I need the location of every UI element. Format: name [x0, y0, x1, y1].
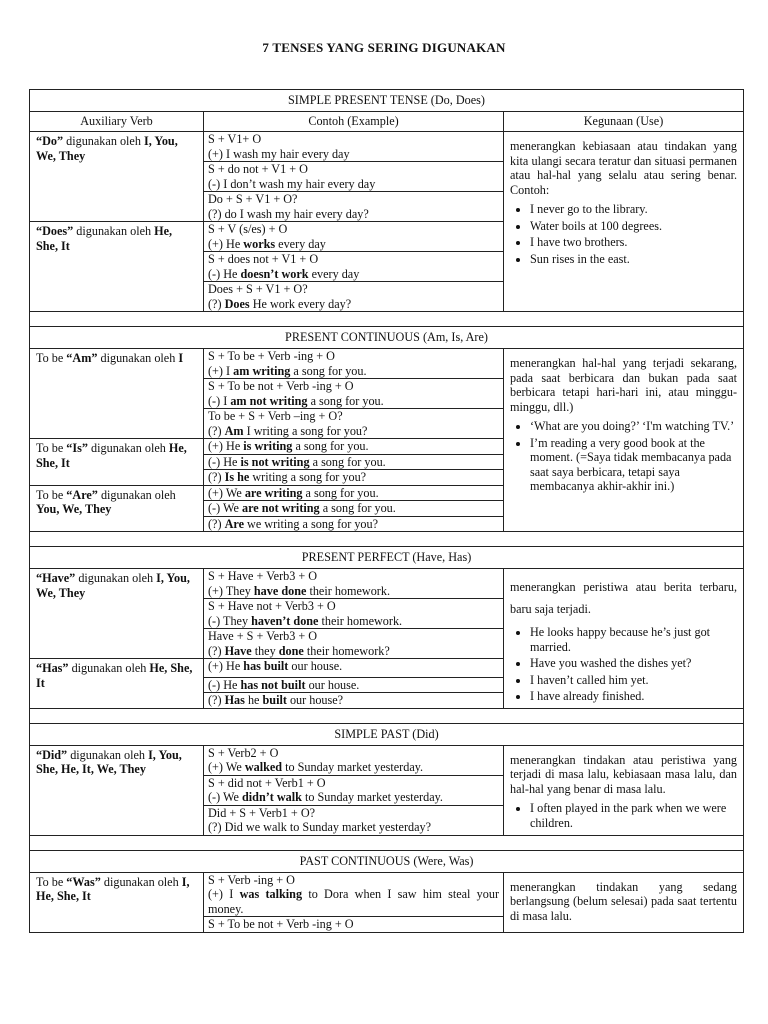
- use-cell: menerangkan tindakan atau peristiwa yang terjadi di masa lalu, kebiasaan masa lalu, dan hal-hal yang benar di masa lalu. • I often played in the park when we were children.: [504, 745, 744, 835]
- example-cell: (?) Is he writing a song for you?: [204, 470, 504, 486]
- example-cell: Does + S + V1 + O? (?) Does He work every day?: [204, 282, 504, 312]
- list-item: • Sun rises in the east.: [530, 252, 737, 267]
- example-cell: Do + S + V1 + O? (?) do I wash my hair every day?: [204, 192, 504, 222]
- section-heading-present-perfect: PRESENT PERFECT (Have, Has): [30, 547, 744, 569]
- example-cell: (?) Are we writing a song for you?: [204, 516, 504, 532]
- list-item: • Have you washed the dishes yet?: [530, 656, 737, 671]
- column-header-example: Contoh (Example): [204, 112, 504, 132]
- example-cell: (-) He is not writing a song for you.: [204, 454, 504, 470]
- example-cell: S + does not + V1 + O (-) He doesn’t work every day: [204, 252, 504, 282]
- example-cell: Have + S + Verb3 + O (?) Have they done their homework?: [204, 629, 504, 659]
- aux-cell: To be “Is” digunakan oleh He, She, It: [30, 439, 204, 486]
- use-cell: menerangkan hal-hal yang terjadi sekarang, pada saat berbicara dan bukan pada saat berbicara tetapi hari-hari ini, atau minggu-minggu, dll.) • ‘What are you doing?’ ‘I'm watching TV.’ • I’m reading a very good book at the moment. (=Saya tidak membacanya pada saat saya berbicara, tetapi saya membacanya akhir-akhir ini.): [504, 349, 744, 532]
- use-cell: menerangkan peristiwa atau berita terbaru, baru saja terjadi. • He looks happy because he’s just got married. • Have you washed the dishes yet? • I haven’t called him yet. • I have already finished.: [504, 569, 744, 709]
- example-cell: To be + S + Verb –ing + O? (?) Am I writing a song for you?: [204, 409, 504, 439]
- section-heading-present-continuous: PRESENT CONTINUOUS (Am, Is, Are): [30, 327, 744, 349]
- aux-cell: “Does” digunakan oleh He, She, It: [30, 222, 204, 312]
- example-cell: Did + S + Verb1 + O? (?) Did we walk to Sunday market yesterday?: [204, 805, 504, 835]
- column-header-use: Kegunaan (Use): [504, 112, 744, 132]
- tenses-table: [29, 89, 744, 933]
- list-item: • I haven’t called him yet.: [530, 673, 737, 688]
- list-item: • I never go to the library.: [530, 202, 737, 217]
- aux-cell: “Has” digunakan oleh He, She, It: [30, 659, 204, 709]
- example-cell: (?) Has he built our house?: [204, 693, 504, 709]
- list-item: • I have already finished.: [530, 689, 737, 704]
- use-cell: menerangkan kebiasaan atau tindakan yang kita ulangi secara teratur dan situasi permanen atau hal-hal yang selalu atau sering benar. Contoh: • I never go to the library. • Water boils at 100 degrees. • I have two brothers. • Sun rises in the east.: [504, 132, 744, 312]
- section-heading-simple-past: SIMPLE PAST (Did): [30, 723, 744, 745]
- aux-cell: “Did” digunakan oleh I, You, She, He, It, We, They: [30, 745, 204, 835]
- list-item: • I’m reading a very good book at the moment. (=Saya tidak membacanya pada saat saya berbicara, tetapi saya membacanya akhir-akhir ini.): [530, 436, 737, 494]
- list-item: • I often played in the park when we were children.: [530, 801, 737, 830]
- example-cell: S + Verb2 + O (+) We walked to Sunday market yesterday.: [204, 745, 504, 775]
- example-cell: S + To be not + Verb -ing + O (-) I am not writing a song for you.: [204, 379, 504, 409]
- spacer-row: [30, 835, 744, 850]
- spacer-row: [30, 312, 744, 327]
- example-cell: S + do not + V1 + O (-) I don’t wash my hair every day: [204, 162, 504, 192]
- use-cell: menerangkan tindakan yang sedang berlangsung (belum selesai) pada saat tertentu di masa lalu.: [504, 872, 744, 932]
- example-cell: S + Have not + Verb3 + O (-) They haven’t done their homework.: [204, 599, 504, 629]
- list-item: • Water boils at 100 degrees.: [530, 219, 737, 234]
- aux-cell: “Do” digunakan oleh I, You, We, They: [30, 132, 204, 222]
- example-cell: S + Have + Verb3 + O (+) They have done their homework.: [204, 569, 504, 599]
- section-heading-simple-present: SIMPLE PRESENT TENSE (Do, Does): [30, 90, 744, 112]
- example-cell: (+) We are writing a song for you.: [204, 485, 504, 501]
- spacer-row: [30, 708, 744, 723]
- spacer-row: [30, 532, 744, 547]
- column-header-aux: Auxiliary Verb: [30, 112, 204, 132]
- example-cell: (+) He has built our house.: [204, 659, 504, 678]
- example-cell: S + V (s/es) + O (+) He works every day: [204, 222, 504, 252]
- example-cell: S + To be not + Verb -ing + O: [204, 917, 504, 933]
- aux-cell: “Have” digunakan oleh I, You, We, They: [30, 569, 204, 659]
- list-item: • ‘What are you doing?’ ‘I'm watching TV.’: [530, 419, 737, 434]
- aux-cell: To be “Am” digunakan oleh I: [30, 349, 204, 439]
- example-cell: S + To be + Verb -ing + O (+) I am writing a song for you.: [204, 349, 504, 379]
- aux-cell: To be “Was” digunakan oleh I, He, She, It: [30, 872, 204, 932]
- example-cell: (-) He has not built our house.: [204, 677, 504, 693]
- example-cell: S + did not + Verb1 + O (-) We didn’t walk to Sunday market yesterday.: [204, 775, 504, 805]
- list-item: • I have two brothers.: [530, 235, 737, 250]
- list-item: • He looks happy because he’s just got married.: [530, 625, 737, 654]
- page-title: 7 TENSES YANG SERING DIGUNAKAN: [262, 40, 506, 55]
- example-cell: (-) We are not writing a song for you.: [204, 501, 504, 517]
- example-cell: S + Verb -ing + O (+) I was talking to Dora when I saw him steal your money.: [204, 872, 504, 917]
- example-cell: (+) He is writing a song for you.: [204, 439, 504, 455]
- aux-cell: To be “Are” digunakan oleh You, We, They: [30, 485, 204, 532]
- section-heading-past-continuous: PAST CONTINUOUS (Were, Was): [30, 850, 744, 872]
- example-cell: S + V1+ O (+) I wash my hair every day: [204, 132, 504, 162]
